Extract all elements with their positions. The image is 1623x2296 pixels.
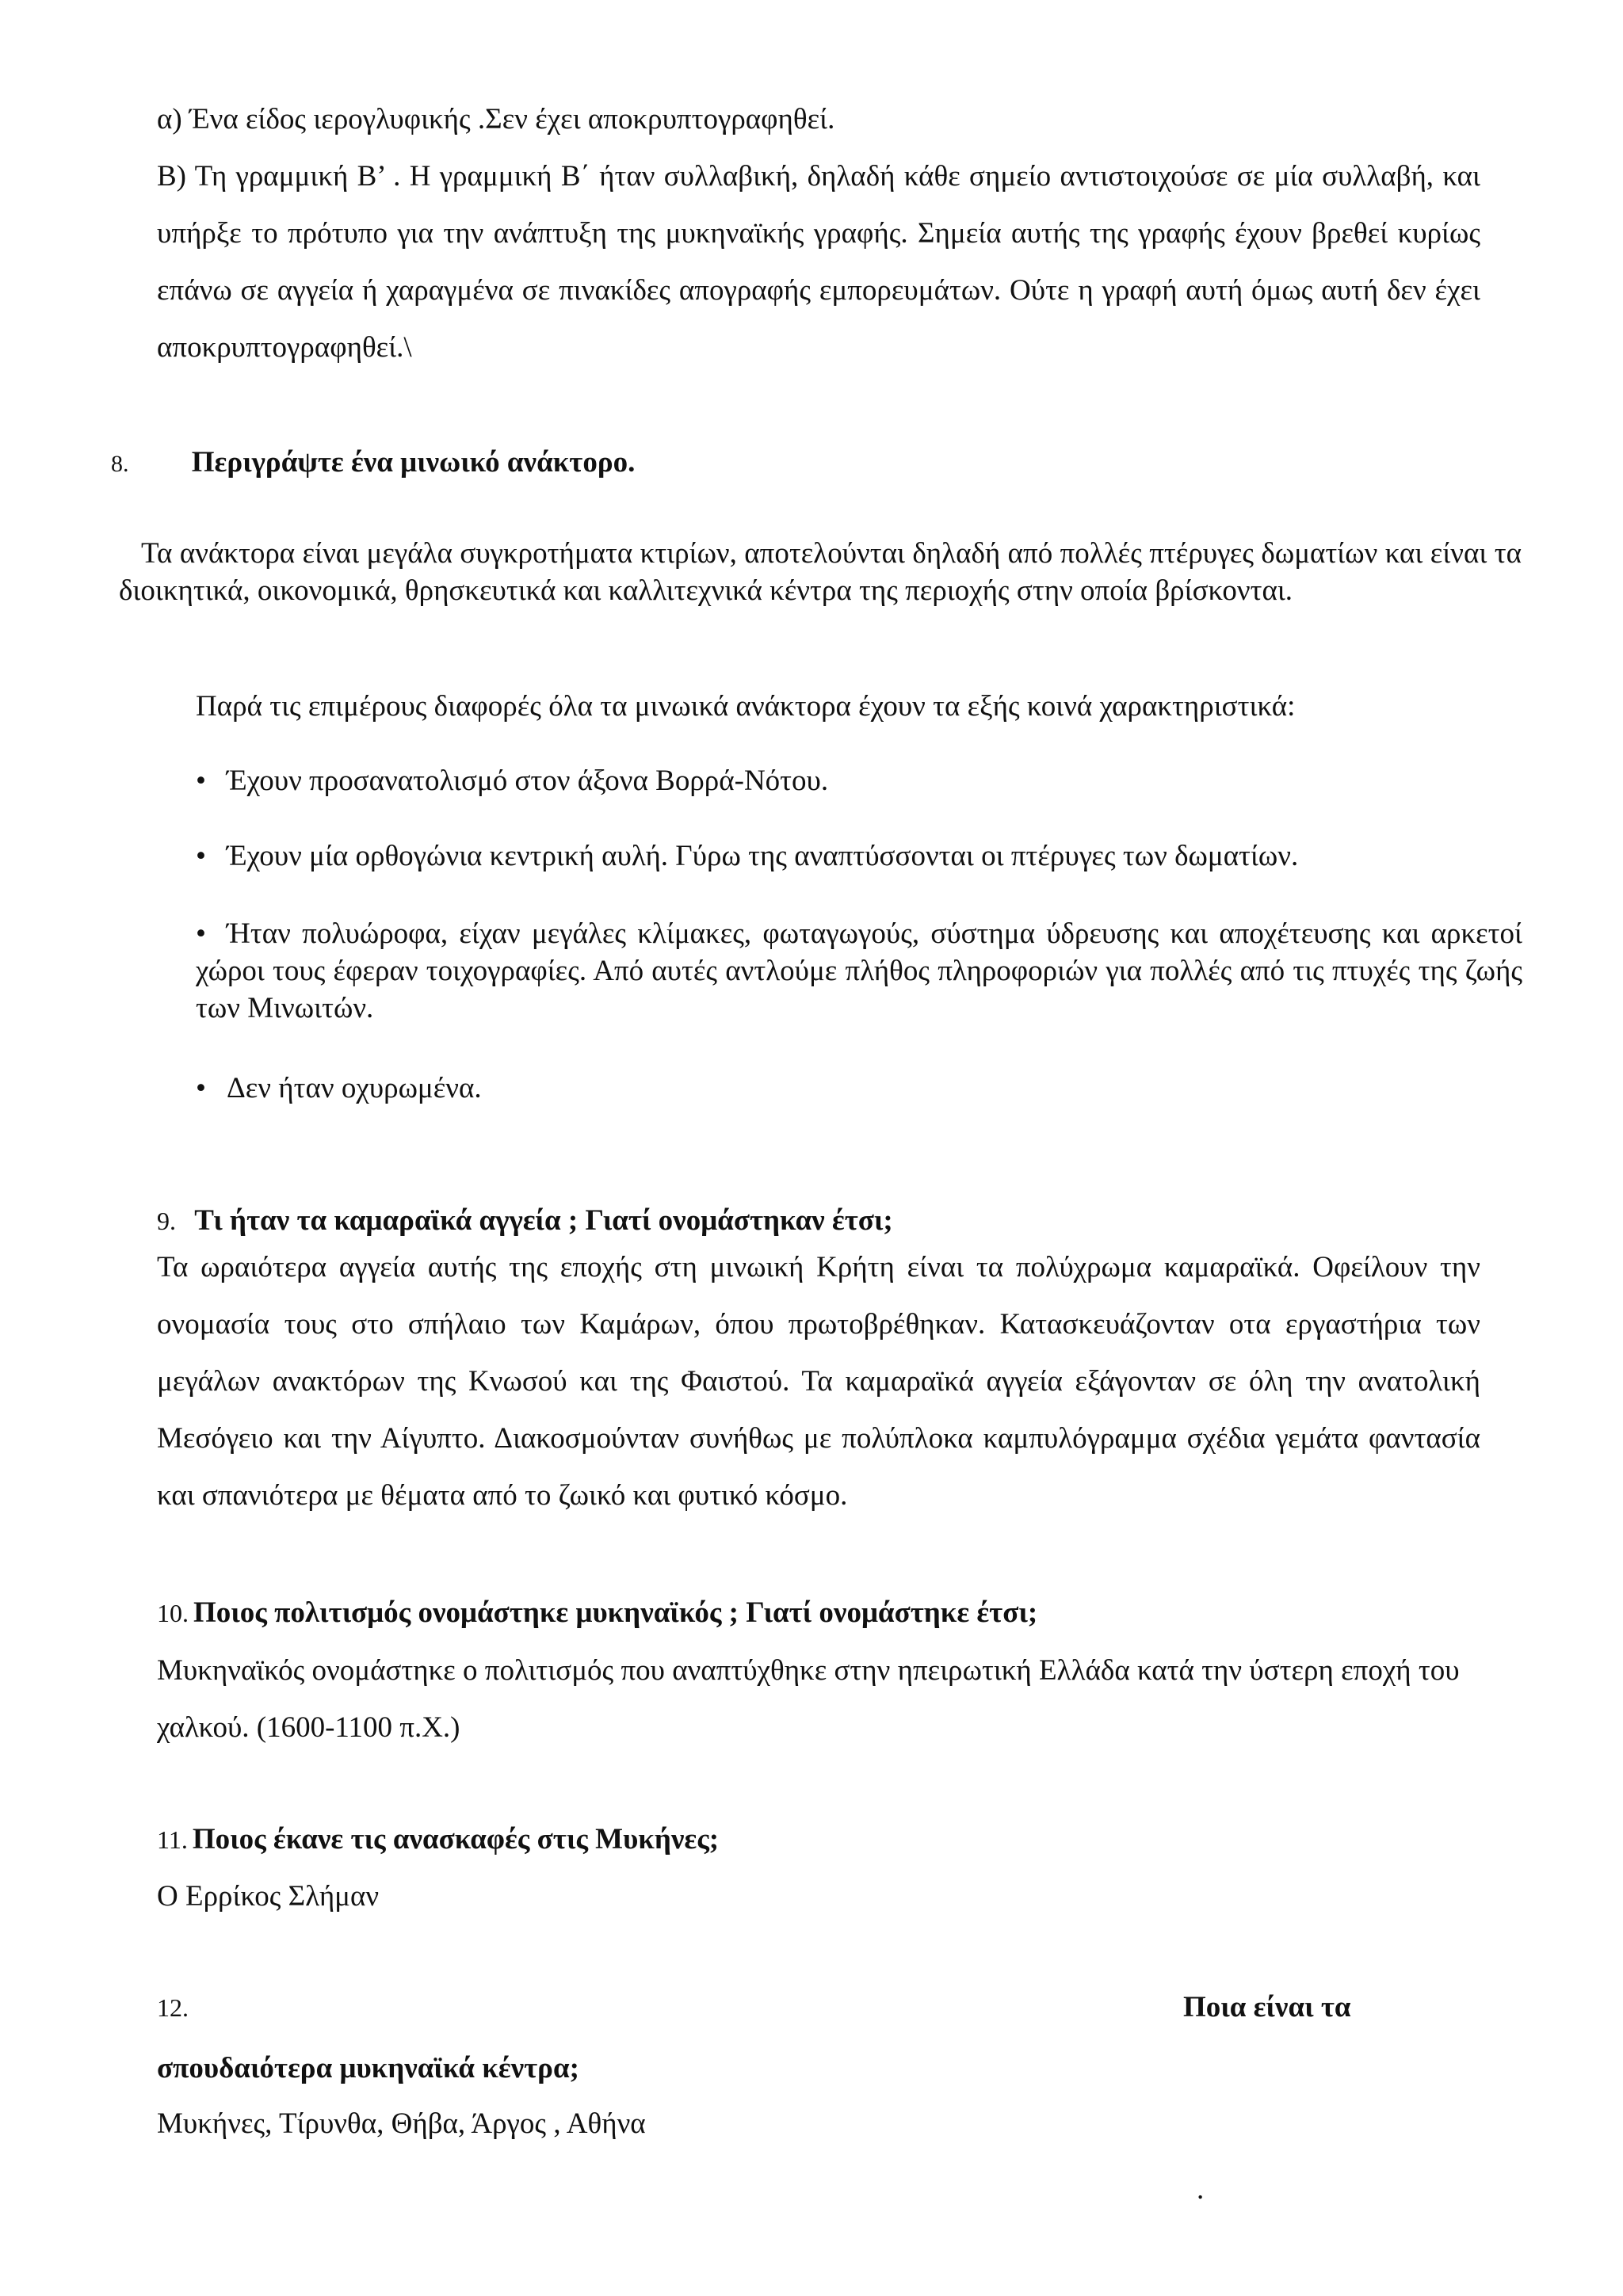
question-12-text-part2: σπουδαιότερα μυκηναϊκά κέντρα; (157, 2052, 579, 2084)
question-text: Ποιος πολιτισμός ονομάστηκε μυκηναϊκός ; Γιατί ονομάστηκε έτσι; (193, 1596, 1038, 1629)
bullet-item (196, 762, 1527, 799)
question-number: 12. (157, 1993, 189, 2022)
question-12-number (157, 1989, 189, 2027)
bullet-text: Δεν ήταν οχυρωμένα. (226, 1072, 482, 1104)
question-number: 10. (157, 1599, 189, 1627)
q8-lead: Παρά τις επιμέρους διαφορές όλα τα μινωικά ανάκτορα έχουν τα εξής κοινά χαρακτηριστικά: (196, 690, 1296, 723)
bullet-symbol: • (196, 765, 206, 797)
question-number: 8. (111, 451, 129, 477)
question-text: Τι ήταν τα καμαραϊκά αγγεία ; Γιατί ονομάστηκαν έτσι; (194, 1204, 893, 1237)
bullet-symbol: • (196, 917, 206, 950)
bullet-symbol: • (196, 1072, 206, 1104)
q9-answer: Τα ωραιότερα αγγεία αυτής της εποχής στη μινωική Κρήτη είναι τα πολύχρωμα καμαραϊκά. Οφείλουν την ονομασία τους στο σπήλαιο των Καμάρων, όπου πρωτοβρέθηκαν. Κατασκευάζονταν οτα εργαστήρια των μεγάλων ανακτόρων της Κνωσού και της Φαιστού. Τα καμαραϊκά αγγεία εξάγονταν σε όλη την ανατολική Μεσόγειο και την Αίγυπτο. Διακοσμούνταν συνήθως με πολύπλοκα καμπυλόγραμμα σχέδια γεμάτα φαντασία και σπανιότερα με θέματα από το ζωικό και φυτικό κόσμο. (157, 1251, 1480, 1512)
q11-answer: Ο Ερρίκος Σλήμαν (157, 1880, 380, 1913)
bullet-symbol: • (196, 840, 206, 872)
q8-paragraph: Τα ανάκτορα είναι μεγάλα συγκροτήματα κτιρίων, αποτελούνται δηλαδή από πολλές πτέρυγες δωματίων και είναι τα διοικητικά, οικονομικά, θρησκευτικά και καλλιτεχνικά κέντρα της περιοχής στην οποία βρίσκονται. (119, 537, 1522, 607)
bullet-text: Έχουν μία ορθογώνια κεντρική αυλή. Γύρω της αναπτύσσονται οι πτέρυγες των δωματίων. (226, 840, 1299, 872)
question-number: 11. (157, 1825, 188, 1854)
bullet-text: Ήταν πολυώροφα, είχαν μεγάλες κλίμακες, φωταγωγούς, σύστημα ύδρευσης και αποχέτευσης και αρκετοί χώροι τους έφεραν τοιχογραφίες. Από αυτές αντλούμε πλήθος πληροφοριών για πολλές από τις πτυχές της ζωής των Μινωιτών. (196, 917, 1522, 1024)
question-number: 9. (157, 1207, 176, 1235)
question-text: Ποιος έκανε τις ανασκαφές στις Μυκήνες; (192, 1823, 720, 1855)
bullet-text: Έχουν προσανατολισμό στον άξονα Βορρά-Νότου. (226, 765, 829, 797)
answer-line-b: Β) Τη γραμμική Β’ . Η γραμμική Β΄ ήταν συλλαβική, δηλαδή κάθε σημείο αντιστοιχούσε σε μία συλλαβή, και υπήρξε το πρότυπο για την ανάπτυξη της μυκηναϊκής γραφής. Σημεία αυτής της γραφής έχουν βρεθεί κυρίως επάνω σε αγγεία ή χαραγμένα σε πινακίδες απογραφής εμπορευμάτων. Ούτε η γραφή αυτή όμως αυτή δεν έχει αποκρυπτογραφηθεί.\ (157, 160, 1480, 364)
question-11 (157, 1821, 1504, 1859)
footer-mark: . (1197, 2173, 1205, 2206)
question-9 (157, 1202, 1504, 1240)
question-text: Περιγράψτε ένα μινωικό ανάκτορο. (191, 446, 636, 479)
question-8 (111, 444, 1458, 482)
bullet-item (196, 837, 1527, 875)
question-10 (157, 1594, 1504, 1632)
bullet-item (196, 915, 1522, 1027)
q12-answer: Μυκήνες, Τίρυνθα, Θήβα, Άργος , Αθήνα (157, 2107, 646, 2140)
question-12-text-part1: Ποια είναι τα (1183, 1991, 1351, 2023)
answer-line-a: α) Ένα είδος ιερογλυφικής .Σεν έχει αποκρυπτογραφηθεί. (157, 103, 835, 135)
bullet-item (196, 1070, 1527, 1107)
q10-answer: Μυκηναϊκός ονομάστηκε ο πολιτισμός που αναπτύχθηκε στην ηπειρωτική Ελλάδα κατά την ύστερη εποχή του χαλκού. (1600-1100 π.Χ.) (157, 1654, 1460, 1744)
